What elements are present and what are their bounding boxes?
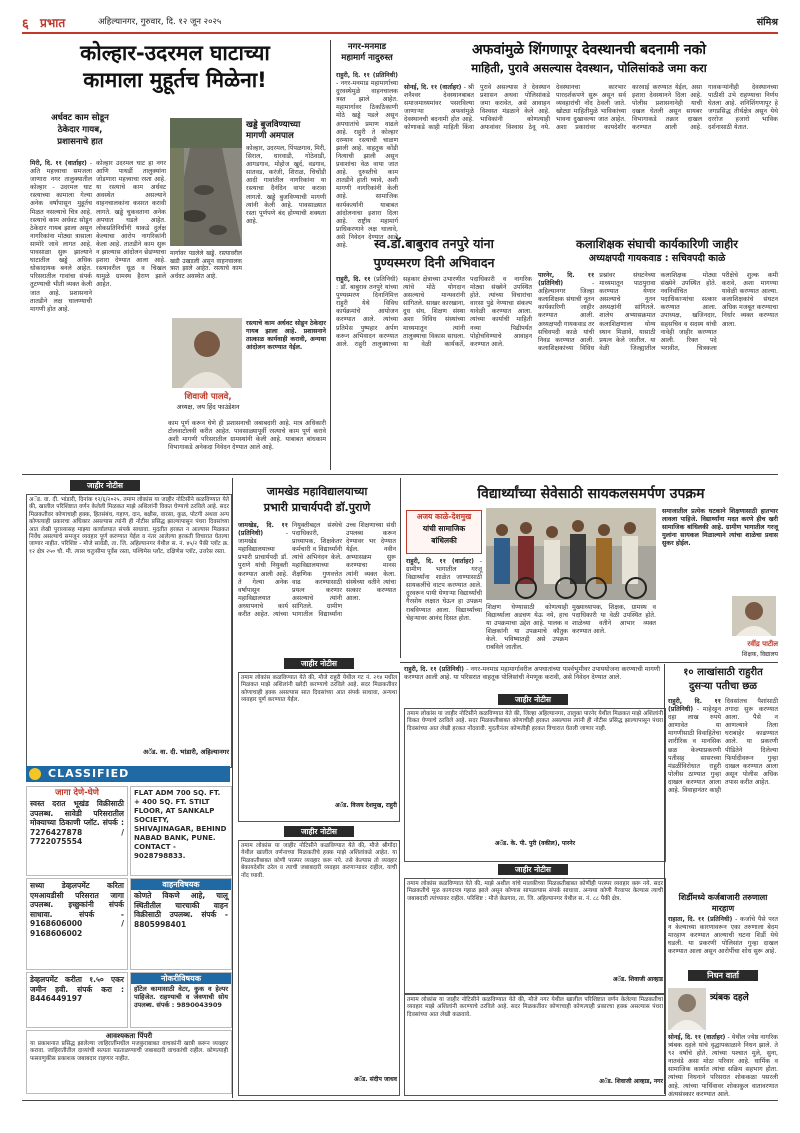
paper-name: प्रभात — [40, 16, 66, 30]
notice-6-sign: अॅड. शिवाजी आव्हाड, नगर — [599, 1078, 663, 1085]
road-photo — [170, 118, 242, 246]
notice-4 — [238, 840, 400, 1096]
quote-name: शिवाजी पालवे, — [184, 392, 232, 402]
cycle-box-3: बांधिलकी — [431, 536, 457, 545]
shingnapur-body — [404, 84, 778, 232]
hunda-headline-2: दुसऱ्या पतीचा छळ — [688, 681, 758, 692]
cycle-body-2: शिक्षण घेण्यासाठी कोणत्याही विद्यार्थ्याला अडचण येऊ नये, हाच या उपक्रमाचा उद्देश आहे. पालक व शिक्षकांनी या उपक्रमाचे कौतुक केले. भविष्यातही असे उपक्रम राबविले जातील. — [486, 604, 568, 652]
classified-banner — [26, 766, 230, 782]
notice-2-body: तमाम लोकांस कळविण्यात येते की, मौजे राहुरी येथील गट नं. २१४ मधील मिळकत माझे अशिलांनी खरेदी करण्याचे ठरविले आहे. सदर मिळकतीवर कोणाचाही हक्क असल्यास सात दिवसांच्या आत संपर्क साधावा, अन्यथा व्यवहार पूर्ण करण्यात येईल. — [241, 675, 397, 704]
section-name: संमिश्र — [756, 17, 778, 28]
ghat-body-3: काम पूर्ण करून घेणे ही प्रशासनाची जबाबदारी आहे. मात्र अधिकारी टोलवाटोलवी करीत आहेत. पावसाळ्यापूर्वी रस्त्याचे काम पूर्ण करावे अशी मागणी परिसरातील ग्रामस्थांनी केली आहे. याबाबत बांधकाम विभागाकडे अनेकदा निवेदन देण्यात आले आहे. — [168, 420, 326, 452]
kala-body — [538, 272, 778, 470]
jamkhed-headline-2: प्रभारी प्राचार्यपदी डॉ.पुराणे — [263, 501, 371, 514]
notice-1-sign: अॅड. वा. दी. भांडारी, अहिल्यानगर — [143, 748, 229, 756]
person-portrait-image — [172, 318, 242, 388]
classified-footer — [26, 1030, 232, 1094]
hunda-body-text: - माहेरहून दहा लाख रुपये आणावेत या मागणीसाठी विवाहितेचा शारीरिक व मानसिक छळ केल्याप्रकरणी पतीसह सासरच्या मंडळींविरोधात राहुरी पोलीस ठाण्यात गुन्हा दाखल करण्यात आला आहे. विवाहानंतर काही दिवसांतच पैशांसाठी तगादा सुरू करण्यात आला. पैसे न आणल्याने तिला घराबाहेर काढण्यात आले. या प्रकरणी पीडितेने दिलेल्या फिर्यादीवरून गुन्हा दाखल करण्यात आला असून पोलीस अधिक तपास करीत आहेत. — [668, 698, 778, 795]
cycle-box — [406, 510, 482, 554]
ghat-byline-1: अर्धवट काम सोडून — [51, 113, 109, 123]
classified-5 — [130, 972, 232, 1028]
obituary-portrait-image — [668, 988, 706, 1030]
nagar-body-text: - नगर-मनमाड महामार्गाच्या दुरवस्थेमुळे वाहनचालक त्रस्त झाले आहेत. महामार्गावर ठिकठिकाणी मोठे खड्डे पडले असून अपघातांचे प्रमाण वाढले आहे. राहुरी ते कोल्हार दरम्यान रस्त्याची चाळण झाली आहे. वाहतूक कोंडी नित्याची झाली असून प्रवाशांचा वेळ वाया जात आहे. दुरुस्तीचे काम तातडीने हाती घ्यावे, अशी मागणी नागरिकांनी केली आहे. सामाजिक कार्यकर्त्यांनी याबाबत आंदोलनाचा इशारा दिला आहे. राष्ट्रीय महामार्ग प्राधिकरणाने लक्ष घालावे, असे निवेदन देण्यात आले आहे. — [336, 80, 398, 249]
classified-1-body: स्वस्त दरात भूखंड विक्रीसाठी उपलब्ध. सावेडी परिसरातील मोक्याच्या ठिकाणी प्लॉट. संपर्क : 7276427878 / 7722075554 — [30, 799, 124, 846]
kala-dateline: पारनेर, दि. ११ (प्रतिनिधी) — [538, 272, 595, 288]
notice-3 — [404, 708, 666, 862]
shingnapur-body-text: - श्री शनैश्वर देवस्थानबाबत समाजमाध्यमांवर पसरविल्या जाणाऱ्या अफवांमुळे देवस्थानची बदनामी होत आहे. कोणाकडे काही माहिती किंवा पुरावे असल्यास ते देवस्थान प्रशासन अथवा पोलिसांकडे जमा करावेत, असे आवाहन विश्वस्त मंडळाने केले आहे. भाविकांनी कोणत्याही अफवांवर विश्वास ठेवू नये. देवस्थानचा कारभार पारदर्शकपणे सुरू असून सर्व व्यवहारांची नोंद ठेवली जाते. खोट्या माहितीमुळे भाविकांच्या भावना दुखावल्या जात आहेत. अशा प्रकारांवर कायदेशीर कारवाई करण्यात येईल, असा इशारा देवस्थानने दिला आहे. पोलीस प्रशासनानेही याची दखल घेतली असून सायबर विभागाकडे तक्रार दाखल करण्यात आली आहे. गावकऱ्यांनीही देवस्थानच्या पाठीशी उभे राहण्याचा निर्णय घेतला आहे. शनिशिंगणापूर हे जगप्रसिद्ध तीर्थक्षेत्र असून येथे दररोज हजारो भाविक दर्शनासाठी येतात. — [404, 84, 778, 132]
tanpure-headline-2: पुण्यस्मरण दिनी अभिवादन — [373, 255, 495, 270]
cycle-body-1 — [406, 558, 482, 658]
ghat-body-1 — [30, 160, 92, 470]
jamkhed-body — [238, 522, 396, 652]
dates-body-text: - नगर-मनमाड महामार्गावरील अपघातांच्या पार्श्वभूमीवर उपाययोजना करण्याची मागणी करण्यात आली आहे. या परिसरात वाहतूक पोलिसांची नेमणूक करावी, असे निवेदन देण्यात आले. — [404, 666, 660, 682]
footer-rule — [22, 1100, 778, 1101]
ghat-byline-2: ठेकेदार गायब, — [57, 125, 103, 135]
cycle-photo — [486, 508, 656, 600]
notice-3-body: तमाम लोकांस या जाहीर नोटिसीने कळविण्यात येते की, जिल्हा अहिल्यानगर, तालुका पारनेर येथील मिळकत माझे अशिलांनी विकत घेण्याचे ठरविले आहे. सदर मिळकतीबाबत कोणाचीही हरकत असल्यास त्यांनी ही नोटीस प्रसिद्ध झाल्यापासून पंधरा दिवसांच्या आत लेखी हरकत नोंदवावी. मुदतीनंतर कोणतीही हरकत विचारात घेतली जाणार नाही. — [407, 711, 663, 732]
classified-footer-body: या प्रकाशनात प्रसिद्ध झालेल्या जाहिरातींमधील मजकुराबाबत वाचकांनी खात्री करून व्यवहार करावा. जाहिरातीतील दाव्यांची सत्यता पडताळण्याची जबाबदारी वाचकांची राहील. कोणत्याही फसवणुकीस प्रकाशक जबाबदार राहणार नाहीत. — [30, 1041, 228, 1062]
teacher-portrait-image — [732, 596, 776, 636]
quote-body: रस्त्याचे काम अर्धवट सोडून ठेकेदार गायब झाला आहे. प्रशासनाने तात्काळ कार्यवाही करावी, अन्यथा आंदोलन करण्यात येईल. — [246, 320, 326, 352]
notice-2-sign: अॅड. विजय देशमुख, राहुरी — [335, 802, 397, 809]
cycle-quote-role: शिक्षक, विद्यालय — [741, 651, 778, 658]
classified-1-title: जागा देणे-घेणे — [55, 788, 99, 798]
notice-tag-1: जाहीर नोटीस — [70, 480, 140, 491]
kala-body-text: - अहिल्यानगर जिल्हा कलाशिक्षक संघाची नूतन कार्यकारिणी जाहीर करण्यात आली. अध्यक्षपदी गायकवाड तर सचिवपदी काळे यांची निवड करण्यात आली. कलाशिक्षकांच्या विविध प्रश्नांवर संघटनेच्या माध्यमातून पाठपुरावा करण्यात येणार असल्याचे नूतन अध्यक्षांनी सांगितले. शालेय अभ्यासक्रमात कलाशिक्षणाला योग्य स्थान मिळावे, यासाठी प्रयत्न केले जातील. या वेळी जिल्ह्यातील कलाशिक्षक मोठ्या संख्येने उपस्थित होते. नवनिर्वाचित पदाधिकाऱ्यांचा सत्कार करण्यात आला. उपाध्यक्ष, खजिनदार, सहसचिव व सदस्य यांची नावेही जाहीर करण्यात आली. रिक्त पदे भरावीत, चित्रकला परीक्षेचे शुल्क कमी करावे, अशा मागण्या यावेळी करण्यात आल्या. कलाशिक्षकांचे संघटन अधिक मजबूत करण्याचा निर्धार व्यक्त करण्यात आला. — [538, 272, 778, 352]
col-rule-3 — [400, 478, 401, 658]
classified-5-body: हॉटेल कामासाठी वेटर, कुक व हेल्पर पाहिजेत. राहण्याची व जेवणाची सोय उपलब्ध. संपर्क : 9890043909 — [134, 985, 228, 1009]
notice-tag-5: जाहीर नोटीस — [498, 864, 568, 875]
classified-5-title: नोकरीविषयक — [131, 973, 231, 984]
ghat-sidebar — [246, 120, 326, 316]
quote-photo — [172, 318, 242, 388]
road-photo-caption: मार्गावर पडलेले खड्डे. रस्त्यावरील खडी उखडली असून वाहनचालक त्रस्त झाले आहेत. रस्त्याचे काम अर्धवट अवस्थेत आहे. — [170, 250, 242, 280]
edition-line: अहिल्यानगर, गुरुवार, दि. १२ जून २०२५ — [98, 17, 222, 27]
quote-attribution — [168, 392, 248, 411]
classified-4-body: सध्या डेव्हलपमेंट करिता एमआयडीसी परिसरात जागा उपलब्ध. इच्छुकांनी संपर्क साधावा. संपर्क - 9168606000 / 9168606002 — [30, 881, 124, 938]
notice-tag-2: जाहीर नोटीस — [284, 658, 354, 669]
dates-story — [404, 666, 660, 690]
shirdi-headline: शिर्डीमध्ये कर्जबाजारी तरुणाला मारहाण — [678, 893, 768, 913]
obituary-body-text: - येथील ज्येष्ठ नागरिक त्र्यंबक दहले यांचे वृद्धापकाळाने निधन झाले. ते ९२ वर्षांचे होते. त्यांच्या पश्चात मुले, सुना, नातवंडे असा मोठा परिवार आहे. धार्मिक व सामाजिक कार्यात त्यांचा सक्रिय सहभाग होता. त्यांच्या निधनाने परिसरात शोककळा पसरली आहे. त्यांच्या पार्थिवावर शोकाकुल वातावरणात अंत्यसंस्कार करण्यात आले. — [668, 1034, 778, 1098]
hunda-headline-1: १० लाखांसाठी राहुरीत — [683, 667, 763, 678]
ghat-body-2-text: कोल्हार उदरमल घाट हा नगर आणि पाथर्डी तालुक्यांना जोडणारा महत्त्वाचा रस्ता आहे. या रस्त्याचे काम अर्धवट अवस्थेत असल्याने वाहनचालकांना कसरत करावी लागते. खड्डे चुकवताना अनेक अपघात घडले आहेत. लोकप्रतिनिधींनी याकडे दुर्लक्ष केल्याचा आरोप नागरिकांनी केला आहे. तातडीने काम सुरू न झाल्यास आंदोलन छेडण्याचा इशारा देण्यात आला आहे. रस्त्यावरील धूळ व चिखल यामुळे ग्रामस्थ हैराण झाले आहेत. — [96, 160, 166, 289]
ghat-sidebar-title-2: मागणी अमपाल — [246, 131, 294, 141]
cycle-box-2: यांची सामाजिक — [422, 524, 466, 533]
road-photo-image — [170, 118, 242, 246]
section-rule-2 — [400, 662, 778, 663]
notice-6 — [404, 994, 666, 1096]
shingnapur-headline-2: माहिती, पुरावे असल्यास देवस्थान, पोलिसांकडे जमा करा — [471, 61, 707, 75]
cycle-quote-photo — [732, 596, 776, 636]
tanpure-body-text: (प्रतिनिधी) : डॉ. बाबुराव तनपुरे यांच्या पुण्यस्मरण दिनानिमित्त राहुरी येथे विविध कार्यक्रमांचे आयोजन करण्यात आले. त्यांच्या प्रतिमेस पुष्पहार अर्पण करून अभिवादन करण्यात आले. राहुरी तालुक्याच्या सहकार क्षेत्राच्या उभारणीत त्यांचे मोठे योगदान असल्याचे मान्यवरांनी सांगितले. साखर कारखाना, दूध संघ, शिक्षण संस्था अशा विविध संस्थांच्या माध्यमातून त्यांनी तालुक्याचा विकास साधला. या वेळी कार्यकर्ते, पदाधिकारी व नागरिक मोठ्या संख्येने उपस्थित होते. त्यांच्या विचारांचा वारसा पुढे नेण्याचा संकल्प यावेळी करण्यात आला. त्यांच्या कार्याची माहिती नव्या पिढीपर्यंत पोहोचविण्याचे आवाहन करण्यात आले. — [336, 276, 532, 348]
ghat-headline — [42, 40, 308, 94]
obituary-tag: निधन वार्ता — [688, 970, 758, 981]
nagar-kicker — [336, 42, 398, 64]
notice-4-body: तमाम लोकांस या जाहीर नोटिसीने कळविण्यात येते की, मौजे श्रीगोंदा येथील खालील वर्णनाच्या मिळकतीचे हक्क माझे अशिलांकडे आहेत. या मिळकतीबाबत कोणी परस्पर व्यवहार करू नये. तसे केल्यास तो व्यवहार बेकायदेशीर ठरेल व त्याची जबाबदारी व्यवहार करणाऱ्यावर राहील, याची नोंद घ्यावी. — [241, 843, 397, 879]
tanpure-headline — [336, 234, 532, 272]
hunda-body — [668, 698, 778, 886]
hunda-headline — [668, 666, 778, 694]
kala-headline — [536, 236, 778, 266]
kala-subhead: अध्यक्षपदी गायकवाड : सचिवपदी काळे — [588, 253, 726, 264]
cycle-body-1-text: - ग्रामीण भागातील गरजू विद्यार्थ्यांना शाळेत जाण्यासाठी सायकलींचे वाटप करण्यात आले. दूरवरून पायी येणाऱ्या विद्यार्थ्यांची गैरसोय लक्षात घेऊन हा उपक्रम राबविण्यात आला. विद्यार्थ्यांच्या चेहऱ्यावर आनंद दिसत होता. — [406, 558, 482, 622]
jamkhed-body-text: - जामखेड महाविद्यालयाच्या प्रभारी प्राचार्यपदी डॉ. पुराणे यांची नियुक्ती करण्यात आली आहे. ते गेल्या अनेक वर्षांपासून महाविद्यालयात अध्यापनाचे कार्य करीत आहेत. त्यांच्या नियुक्तीबद्दल संस्थेचे पदाधिकारी, प्राध्यापक, शिक्षकेतर कर्मचारी व विद्यार्थ्यांनी त्यांचे अभिनंदन केले. महाविद्यालयाच्या शैक्षणिक गुणवत्तेत वाढ करण्यासाठी प्रयत्न करणार असल्याचे त्यांनी सांगितले. ग्रामीण भागातील विद्यार्थ्यांना उच्च शिक्षणाच्या संधी उपलब्ध करून देण्यावर भर देण्यात येईल. नवीन अभ्यासक्रम सुरू करण्याचा मानस त्यांनी व्यक्त केला. संस्थेच्या वतीने त्यांचा सत्कार करण्यात आला. — [238, 522, 396, 619]
shirdi-body-text: - कर्जाचे पैसे परत न केल्याच्या कारणावरून एका तरुणाला बेदम मारहाण करण्यात आल्याची घटना शिर्डी येथे घडली. या प्रकरणी पोलिसांत गुन्हा दाखल करण्यात आला असून आरोपींचा शोध सुरू आहे. — [668, 916, 778, 956]
classified-2-body: FLAT ADM 700 SQ. FT. + 400 SQ. FT. STILT FLOOR, AT SANKALP SOCIETY, SHIVAJINAGAR, BEHIND NABAD BANK, PUNE. CONTACT - 9028798833. — [134, 789, 227, 860]
jamkhed-dateline: जामखेड, दि. ११ (प्रतिनिधी) — [238, 522, 288, 538]
col-rule-4 — [664, 664, 665, 1094]
notice-4-sign: अॅड. संदीप जाधव — [353, 1076, 397, 1083]
classified-title: CLASSIFIED — [48, 767, 130, 780]
notice-5-body: तमाम लोकांस कळविण्यात येते की, माझे अशील यांचे मालकीच्या मिळकतीबाबत कोणीही परस्पर व्यवहार करू नये. सदर मिळकतीचे मूळ कागदपत्र गहाळ झाले असून कोणास सापडल्यास संपर्क साधावा. अन्यथा कोणी गैरवापर केल्यास त्याची जबाबदारी त्यांच्यावर राहील. परिशिष्ट : मौजे केडगाव, ता. जि. अहिल्यानगर येथील स. नं. ८८ पैकी क्षेत्र. — [407, 881, 663, 902]
nagar-kicker-1: नगर-मनमाड — [347, 42, 387, 52]
section-rule-1 — [22, 474, 778, 475]
cycle-headline: विद्यार्थ्यांच्या सेवेसाठी सायकलसमर्पण उपक्रम — [477, 486, 705, 502]
classified-3-body: कोणते विकणे आहे, चालू स्थितीतील चारचाकी वाहन विक्रीसाठी उपलब्ध. संपर्क - 8805998401 — [134, 891, 228, 929]
classified-3-title: वाहनविषयक — [131, 879, 231, 890]
tanpure-body — [336, 276, 532, 470]
jamkhed-headline-1: जामखेड महाविद्यालयाच्या — [266, 485, 368, 498]
cycle-quote-name: रवींद्र पाटील — [747, 640, 778, 648]
ghat-headline-line2: कामाला मुहूर्तच मिळेना! — [83, 68, 267, 92]
nagar-body — [336, 72, 398, 249]
classified-grid — [26, 786, 230, 1092]
classified-4 — [26, 878, 128, 970]
ghat-body-2 — [96, 160, 166, 470]
nagar-kicker-2: महामार्ग नादुरुस्त — [341, 53, 393, 63]
cycle-dateline: राहुरी, दि. ११ (वार्ताहर) — [406, 558, 474, 565]
tanpure-headline-1: स्व.डॉ.बाबुराव तनपुरे यांना — [374, 236, 494, 251]
hunda-dateline: राहुरी, दि. ११ (प्रतिनिधी) — [668, 698, 721, 714]
cycle-quote — [662, 508, 778, 660]
classified-footer-title: आवश्यकता पिंपरी — [105, 1032, 153, 1040]
classified-6 — [26, 972, 128, 1028]
obituary-body — [668, 1034, 778, 1098]
cycle-quote-body: समाजातील प्रत्येक घटकाने शिक्षणासाठी हातभार लावला पाहिजे. विद्यार्थ्यांना मदत करणे हीच खरी सामाजिक बांधिलकी आहे. ग्रामीण भागातील गरजू मुलांना सायकल मिळाल्याने त्यांचा शाळेचा प्रवास सुकर होईल. — [662, 508, 778, 548]
obituary-photo — [668, 988, 706, 1030]
ghat-dateline: मिरी, दि. ११ (वार्ताहर) — [30, 160, 87, 167]
obituary-name: त्र्यंबक दहले — [710, 993, 749, 1003]
masthead — [22, 14, 778, 30]
notice-tag-3: जाहीर नोटीस — [284, 826, 354, 837]
shingnapur-headline — [400, 40, 778, 77]
notice-5 — [404, 878, 666, 994]
masthead-rule — [22, 32, 778, 34]
notice-tag-4: जाहीर नोटीस — [498, 694, 568, 705]
notice-5-sign: अॅड. शिवाजी आव्हाड — [612, 976, 663, 983]
jamkhed-headline — [238, 484, 396, 516]
cycle-photo-image — [486, 508, 656, 600]
classified-2 — [130, 786, 232, 876]
col-rule-2 — [232, 478, 233, 1098]
ghat-byline-box — [30, 112, 130, 156]
notice-3-sign: अॅड. के. पी. पुरी (वकील), पारनेर — [494, 840, 576, 847]
cycle-body-3: मुख्याध्यापक, शिक्षक, ग्रामस्थ व पदाधिकारी या वेळी उपस्थित होते. शाळेच्या वतीने आभार व्यक्त करण्यात आले. — [572, 604, 656, 636]
notice-2 — [238, 672, 400, 822]
notice-6-body: तमाम लोकांस या जाहीर नोटिसीने कळविण्यात येते की, मौजे नगर येथील खालील परिशिष्टात वर्णन केलेल्या मिळकतीचा व्यवहार माझे अशिलांनी करण्याचे ठरविले आहे. सदर मिळकतीवर कोणाचाही कोणत्याही प्रकारचा हक्क असल्यास पंधरा दिवसांच्या आत लेखी कळवावे. — [407, 997, 663, 1018]
shirdi-dateline: राहाता, दि. ११ (प्रतिनिधी) — [668, 916, 733, 923]
cycle-box-1: अजय काळे-देशमुख — [416, 512, 472, 521]
classified-icon — [29, 768, 41, 780]
ghat-sidebar-title-1: खड्डे बुजविण्याच्या — [246, 120, 301, 130]
shingnapur-headline-1: अफवांमुळे शिंगणापूर देवस्थानची बदनामी नको — [471, 42, 707, 58]
ghat-headline-line1: कोल्हार-उदरमल घाटाच्या — [80, 41, 270, 65]
shingnapur-dateline: सोनई, दि. ११ (वार्ताहर) — [404, 84, 462, 91]
dates-dateline: राहुरी, दि. ११ (प्रतिनिधी) — [404, 666, 465, 673]
classified-3 — [130, 878, 232, 970]
page-number: ६ — [22, 17, 29, 32]
notice-1-body: अॅड. वा. दी. भांडारी, दिनांक १२/६/२०२५. तमाम लोकांस या जाहीर नोटिसीने कळविण्यात येते की, खालील परिशिष्टात वर्णन केलेली मिळकत माझे अशिलांनी विकत घेण्याचे ठरविले आहे. सदर मिळकतीवर कोणाचाही हक्क, हितसंबंध, गहाण, दान, बक्षीस, वारसा, कुळ, पोटगी अथवा अन्य कोणत्याही प्रकारचा अधिकार असल्यास त्यांनी ही नोटीस प्रसिद्ध झाल्यापासून पंधरा दिवसांच्या आत लेखी पुराव्यासह माझ्या कार्यालयात संपर्क साधावा. मुदतीत हरकत न आल्यास मिळकत निर्वेध असल्याचे समजून व्यवहार पूर्ण करण्यात येईल व नंतर आलेल्या हरकती विचारात घेतल्या जाणार नाहीत. परिशिष्ट - मौजे सावेडी, ता. जि. अहिल्यानगर येथील स. नं. ४५/२ पैकी प्लॉट क्र. १२ क्षेत्र २५० चौ. मी. त्यास चतुःसीमा पूर्वेस रस्ता, पश्चिमेस प्लॉट, दक्षिणेस प्लॉट, उत्तरेस रस्ता. — [29, 497, 229, 555]
classified-6-body: डेव्हलपमेंट करीता १.५० एकर जमीन हवी. संपर्क करा : 8446449197 — [30, 975, 124, 1003]
ghat-byline-3: प्रशासनाचे हात — [57, 137, 103, 147]
kala-headline-text: कलाशिक्षक संघाची कार्यकारिणी जाहीर — [576, 237, 738, 251]
quote-role: अध्यक्ष, जय हिंद फाउंडेशन — [176, 403, 240, 411]
notice-1 — [26, 494, 232, 768]
ghat-body-1-text: - अति महत्त्वाचा समजला जाणारा नगर तालुक्यातील कोल्हार - उदरमल घाट रस्त्याच्या कामाला गेल्या अनेक वर्षांपासून मुहूर्तच मिळत नसल्याचे चित्र आहे. रस्त्याचे काम अर्धवट सोडून ठेकेदार गायब झाला असून नागरिकांना मोठ्या त्रासाला सामोरे जावे लागत आहे. पावसाळा सुरू झाल्याने घाटातील खड्डे अधिक धोकादायक बनले आहेत. परिसरातील गावांचा संपर्क तुटण्याची भीती व्यक्त केली जात आहे. प्रशासनाने तातडीने लक्ष घालण्याची मागणी होत आहे. — [30, 160, 92, 313]
ghat-sidebar-body: कोल्हार, उदरमल, पिंपळगाव, मिरी, सिराल, धारवाडी, गोठेवाडी, आगडगाव, मोहोज खुर्द, वडगाव, सातवड, करंजी, शिराळ, चिचोंडी आदी गावांतील नागरिकांना या रस्त्याचा दैनंदिन वापर करावा लागतो. खड्डे बुजविण्याची मागणी त्यांनी केली आहे. पावसाळ्यात रस्ता पूर्णपणे बंद होण्याची शक्यता आहे. — [246, 145, 326, 225]
tanpure-dateline: राहुरी, दि. ११ — [336, 276, 371, 283]
classified-1 — [26, 786, 128, 876]
shirdi-body — [668, 916, 778, 966]
obituary-dateline: सोनई, दि. ११ (वार्ताहर) — [668, 1034, 726, 1041]
col-rule-1 — [330, 40, 331, 470]
nagar-dateline: राहुरी, दि. ११ (प्रतिनिधी) — [336, 72, 398, 79]
